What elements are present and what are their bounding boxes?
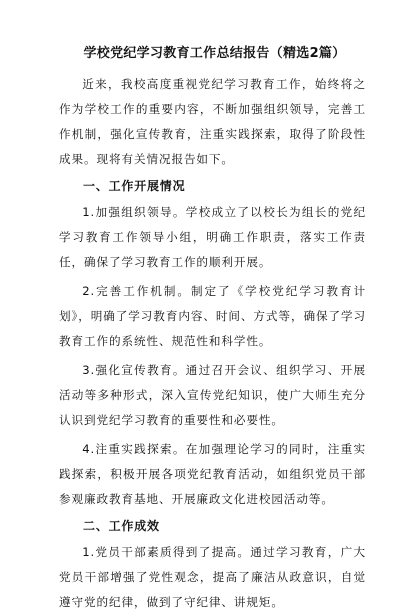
intro-paragraph: 近来，我校高度重视党纪学习教育工作，始终将之作为学校工作的重要内容，不断加强组织领导，完善工作机制，强化宣传教育，注重实践探索，取得了阶段性成果。现将有关情况报告如下。 bbox=[59, 77, 366, 166]
item-lead: 2.完善工作机制。 bbox=[82, 284, 191, 298]
item-lead: 3.强化宣传教育。 bbox=[82, 363, 186, 377]
list-item bbox=[59, 279, 366, 354]
list-item bbox=[59, 358, 366, 433]
item-text: 通过学习教育，广大党员干部增强了党性观念，提高了廉洁从政意识，自觉遵守党的纪律，做到了守纪律、讲规矩。 bbox=[59, 545, 366, 609]
item-lead: 4.注重实践探索。 bbox=[82, 442, 186, 456]
item-text: 制定了《学校党纪学习教育计划》，明确了学习教育内容、时间、方式等，确保了学习教育工作的系统性、规范性和科学性。 bbox=[59, 284, 366, 348]
list-item bbox=[59, 200, 366, 275]
list-item bbox=[59, 540, 366, 615]
item-lead: 1.加强组织领导。 bbox=[82, 205, 186, 219]
document-title: 学校党纪学习教育工作总结报告（精选2篇） bbox=[83, 46, 346, 61]
item-lead: 1.党员干部素质得到了提高。 bbox=[82, 545, 251, 559]
section-heading-work-results: 二、工作成效 bbox=[83, 519, 160, 533]
item-text: 通过召开会议、组织学习、开展活动等多种形式，深入宣传党纪知识，使广大师生充分认识到党纪学习教育的重要性和必要性。 bbox=[59, 363, 366, 427]
item-text: 在加强理论学习的同时，注重实践探索，积极开展各项党纪教育活动，如组织党员干部参观廉政教育基地、开展廉政文化进校园活动等。 bbox=[59, 442, 366, 506]
item-text: 学校成立了以校长为组长的党纪学习教育工作领导小组，明确工作职责，落实工作责任，确保了学习教育工作的顺利开展。 bbox=[59, 205, 366, 269]
section-heading-work-progress: 一、工作开展情况 bbox=[83, 179, 186, 193]
list-item bbox=[59, 437, 366, 512]
